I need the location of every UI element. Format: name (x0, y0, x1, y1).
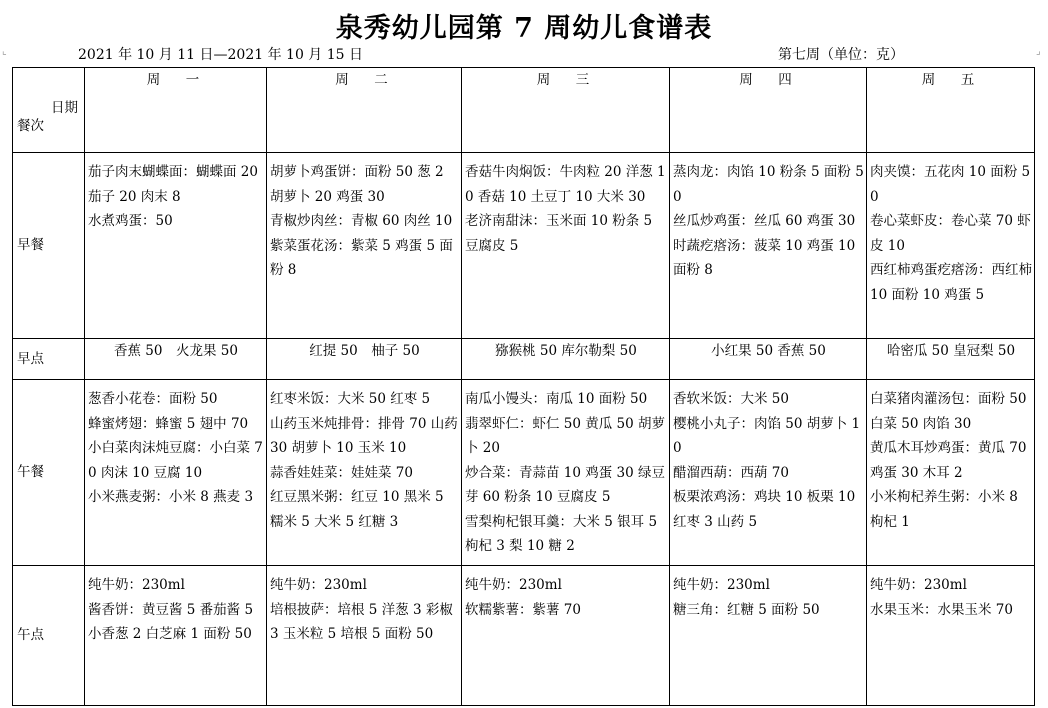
meal-header-label: 餐次 (17, 118, 44, 134)
menu-item: 西红柿鸡蛋疙瘩汤：西红柿 10 面粉 10 鸡蛋 5 (870, 262, 1032, 303)
menu-item: 蒸肉龙：肉馅 10 粉条 5 面粉 50 (673, 164, 864, 205)
day-header-mon: 周 一 (85, 68, 267, 153)
menu-item: 纯牛奶：230ml (465, 577, 562, 593)
menu-cell: 猕猴桃 50 库尔勒梨 50 (462, 339, 670, 380)
menu-table (12, 67, 1035, 706)
menu-item: 小米枸杞养生粥：小米 8 枸杞 1 (870, 489, 1018, 530)
header-row (13, 68, 1035, 153)
table-row-morning-snack (13, 339, 1035, 380)
menu-item: 香菇牛肉焖饭：牛肉粒 20 洋葱 10 香菇 10 土豆丁 10 大米 30 (465, 164, 666, 205)
menu-item: 香软米饭：大米 50 (673, 391, 789, 407)
date-range: 2021 年 10 月 11 日—2021 年 10 月 15 日 (78, 47, 364, 63)
menu-cell (670, 566, 867, 706)
day-header-fri: 周 五 (867, 68, 1035, 153)
menu-item: 时蔬疙瘩汤：菠菜 10 鸡蛋 10 面粉 8 (673, 237, 856, 278)
day-header-wed: 周 三 (462, 68, 670, 153)
menu-item: 纯牛奶：230ml (270, 577, 367, 593)
menu-item: 软糯紫薯：紫薯 70 (465, 601, 581, 618)
menu-cell (462, 153, 670, 339)
day-header-tue: 周 二 (267, 68, 462, 153)
menu-item: 小白菜肉沫炖豆腐：小白菜 70 肉沫 10 豆腐 10 (88, 440, 263, 481)
menu-item: 樱桃小丸子：肉馅 50 胡萝卜 10 (673, 415, 861, 456)
menu-cell (267, 566, 462, 706)
menu-item: 炒合菜：青蒜苗 10 鸡蛋 30 绿豆芽 60 粉条 10 豆腐皮 5 (465, 464, 666, 505)
menu-cell (867, 380, 1035, 566)
menu-cell (267, 153, 462, 339)
menu-item: 肉夹馍：五花肉 10 面粉 50 (870, 164, 1031, 205)
margin-corner-mark-left: ⌞ (2, 46, 7, 57)
header-corner-cell (13, 68, 85, 153)
menu-cell (462, 380, 670, 566)
menu-item: 醋溜西葫：西葫 70 (673, 464, 789, 481)
menu-cell: 哈密瓜 50 皇冠梨 50 (867, 339, 1035, 380)
menu-item: 黄瓜木耳炒鸡蛋：黄瓜 70 鸡蛋 30 木耳 2 (870, 440, 1027, 481)
menu-cell (867, 566, 1035, 706)
menu-cell: 香蕉 50 火龙果 50 (85, 339, 267, 380)
menu-cell (670, 153, 867, 339)
menu-item: 白菜猪肉灌汤包：面粉 50 白菜 50 肉馅 30 (870, 391, 1027, 432)
margin-corner-mark-right: ⌟ (1036, 46, 1041, 57)
menu-item: 红枣米饭：大米 50 红枣 5 (270, 391, 431, 407)
menu-item: 山药玉米炖排骨：排骨 70 山药 30 胡萝卜 10 玉米 10 (270, 415, 458, 456)
page-title: 泉秀幼儿园第 7 周幼儿食谱表 (335, 13, 713, 44)
menu-item: 茄子肉末蝴蝶面：蝴蝶面 20 茄子 20 肉末 8 (88, 164, 258, 205)
menu-item: 水果玉米：水果玉米 70 (870, 601, 1013, 618)
menu-item: 丝瓜炒鸡蛋：丝瓜 60 鸡蛋 30 (673, 213, 856, 229)
date-header-label: 日期 (51, 100, 78, 116)
menu-item: 蒜香娃娃菜：娃娃菜 70 (270, 464, 413, 481)
menu-item: 紫菜蛋花汤：紫菜 5 鸡蛋 5 面粉 8 (270, 237, 453, 278)
menu-item: 葱香小花卷：面粉 50 (88, 391, 218, 407)
menu-item: 南瓜小馒头：南瓜 10 面粉 50 (465, 391, 648, 407)
menu-item: 雪梨枸杞银耳羹：大米 5 银耳 5 枸杞 3 梨 10 糖 2 (465, 513, 658, 554)
week-unit: 第七周（单位：克） (778, 47, 904, 63)
menu-cell (85, 153, 267, 339)
menu-item: 老济南甜沫：玉米面 10 粉条 5 豆腐皮 5 (465, 213, 653, 254)
menu-cell (85, 566, 267, 706)
menu-item: 红豆黑米粥：红豆 10 黑米 5 糯米 5 大米 5 红糖 3 (270, 489, 444, 530)
menu-item: 纯牛奶：230ml (673, 577, 770, 593)
menu-item: 糖三角：红糖 5 面粉 50 (673, 601, 820, 618)
menu-cell: 红提 50 柚子 50 (267, 339, 462, 380)
menu-item: 小米燕麦粥：小米 8 燕麦 3 (88, 489, 254, 505)
menu-cell (267, 380, 462, 566)
meal-label-morning-snack: 早点 (13, 339, 85, 380)
meal-label-lunch: 午餐 (13, 380, 85, 566)
menu-item: 翡翠虾仁：虾仁 50 黄瓜 50 胡萝卜 20 (465, 415, 666, 456)
menu-item: 胡萝卜鸡蛋饼：面粉 50 葱 2 胡萝卜 20 鸡蛋 30 (270, 164, 444, 205)
meal-label-breakfast: 早餐 (13, 153, 85, 339)
menu-item: 蜂蜜烤翅：蜂蜜 5 翅中 70 (88, 415, 249, 432)
day-header-thu: 周 四 (670, 68, 867, 153)
menu-cell (670, 380, 867, 566)
menu-item: 酱香饼：黄豆酱 5 番茄酱 5 小香葱 2 白芝麻 1 面粉 50 (88, 601, 254, 642)
menu-item: 卷心菜虾皮：卷心菜 70 虾皮 10 (870, 213, 1031, 254)
menu-item: 青椒炒肉丝：青椒 60 肉丝 10 (270, 213, 453, 229)
menu-cell (867, 153, 1035, 339)
table-row-breakfast (13, 153, 1035, 339)
menu-cell (85, 380, 267, 566)
menu-item: 板栗浓鸡汤：鸡块 10 板栗 10 红枣 3 山药 5 (673, 489, 856, 530)
meal-label-afternoon-snack: 午点 (13, 566, 85, 706)
menu-item: 水煮鸡蛋：50 (88, 213, 173, 229)
menu-item: 纯牛奶：230ml (870, 577, 967, 593)
menu-cell: 小红果 50 香蕉 50 (670, 339, 867, 380)
menu-item: 纯牛奶：230ml (88, 577, 185, 593)
menu-cell (462, 566, 670, 706)
table-row-lunch (13, 380, 1035, 566)
menu-item: 培根披萨：培根 5 洋葱 3 彩椒 3 玉米粒 5 培根 5 面粉 50 (270, 601, 453, 642)
table-row-afternoon-snack (13, 566, 1035, 706)
